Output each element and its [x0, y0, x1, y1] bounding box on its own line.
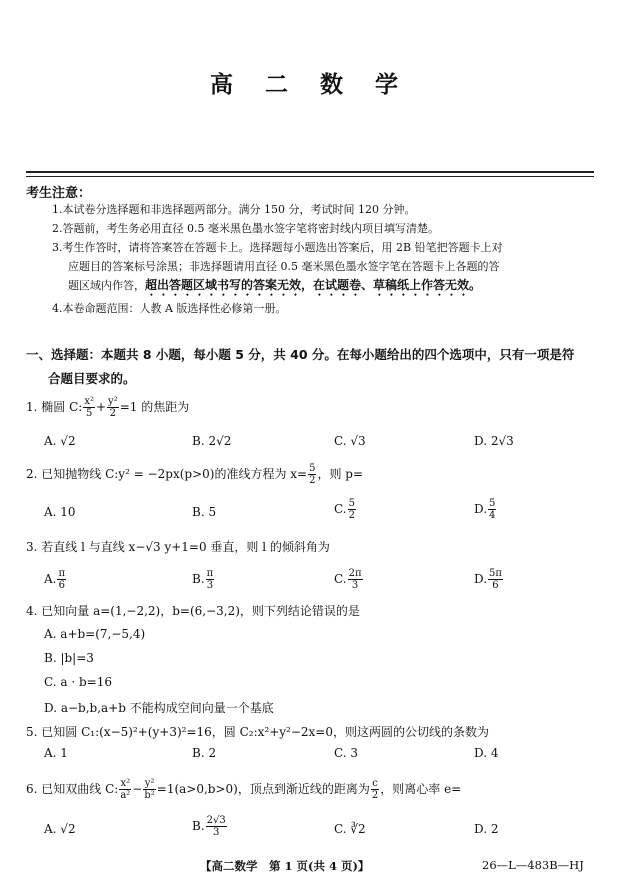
q3-option-c-den: 3 [351, 580, 359, 591]
section-line-2: 合题目要求的。 [48, 371, 136, 386]
q2-frac [308, 463, 316, 486]
q6-option-a: A. √2 [44, 822, 76, 836]
q2-frac-den: 2 [309, 475, 316, 486]
q2-stem: 2. 已知抛物线 C:y² = −2px(p>0)的准线方程为 x= [26, 467, 308, 481]
q2-option-c-num: 5 [348, 498, 355, 509]
q2-option-c-label: C. [334, 502, 347, 516]
q4-option-a: A. a+b=(7,−5,4) [44, 627, 146, 641]
section-line-1: 一、选择题：本题共 8 小题，每小题 5 分，共 40 分。在每小题给出的四个选项中，只有一项是符 [26, 347, 575, 362]
q6-option-b-frac [206, 815, 227, 838]
q6-frac-1-num: x² [120, 778, 131, 789]
q2-option-a: A. 10 [44, 505, 76, 519]
note-3b: 应题目的答案标号涂黑；非选择题请用直径 0.5 毫米黑色墨水签字笔在答题卡上各题的答 [68, 260, 500, 273]
q5-option-a: A. 1 [44, 746, 68, 760]
question-1 [26, 396, 189, 419]
q2-option-d-den: 4 [489, 510, 496, 521]
q6-frac-3 [371, 778, 379, 801]
q3-option-d [474, 568, 504, 591]
q3-option-d-label: D. [474, 572, 488, 586]
question-6 [26, 778, 461, 801]
q2-option-b: B. 5 [192, 505, 217, 519]
footer-code: 26—L—483B—HJ [482, 858, 584, 872]
q1-stem-end: =1 的焦距为 [119, 400, 190, 414]
q3-option-b-den: 3 [206, 580, 214, 591]
q3-option-a-label: A. [44, 572, 57, 586]
q4-option-c: C. a · b=16 [44, 675, 112, 689]
q6-option-b-den: 3 [213, 827, 220, 838]
q2-option-c-frac [348, 498, 356, 521]
q6-option-c: C. ∛2 [334, 822, 366, 836]
q3-option-d-num: 5π [489, 568, 502, 579]
q3-option-a-num: π [58, 568, 66, 579]
q6-frac-1-den: a² [120, 790, 131, 801]
q6-option-d: D. 2 [474, 822, 499, 836]
notes-heading: 考生注意： [26, 186, 92, 201]
q3-option-c [334, 568, 364, 591]
q6-frac-1 [119, 778, 131, 801]
q5-option-b: B. 2 [192, 746, 217, 760]
page-footer: 【高二数学 第 1 页(共 4 页)】 [200, 859, 370, 873]
question-3: 3. 若直线 l 与直线 x−√3 y+1=0 垂直，则 l 的倾斜角为 [26, 540, 330, 554]
q2-option-d-frac [488, 498, 496, 521]
q1-frac-1-den: 5 [85, 408, 93, 419]
q3-option-b [192, 568, 215, 591]
q3-option-b-label: B. [192, 572, 205, 586]
question-2 [26, 463, 363, 486]
note-1: 1.本试卷分选择题和非选择题两部分。满分 150 分，考试时间 120 分钟。 [52, 203, 416, 216]
section-heading [26, 343, 596, 391]
q1-option-d: D. 2√3 [474, 434, 514, 448]
q6-frac-3-den: 2 [371, 790, 379, 801]
q1-frac-1-num: x² [84, 396, 94, 407]
q6-minus: − [132, 782, 143, 796]
q6-frac-3-num: c [372, 778, 378, 789]
q2-option-d-num: 5 [489, 498, 496, 509]
q1-frac-1 [83, 396, 95, 419]
q2-stem-end: ，则 p= [317, 467, 364, 481]
q6-stem-end: ，则离心率 e= [380, 782, 462, 796]
q1-frac-2 [107, 396, 119, 419]
q2-option-d [474, 498, 497, 521]
q6-option-b [192, 815, 228, 838]
q6-option-b-label: B. [192, 819, 205, 833]
q3-option-c-frac [348, 568, 363, 591]
q3-option-c-num: 2π [348, 568, 362, 579]
note-4: 4.本卷命题范围：人教 A 版选择性必修第一册。 [52, 302, 287, 315]
q3-option-c-label: C. [334, 572, 347, 586]
q2-option-c-den: 2 [348, 510, 355, 521]
q3-option-a-frac [57, 568, 66, 591]
q1-frac-2-den: 2 [109, 408, 117, 419]
q4-option-d: D. a−b,b,a+b 不能构成空间向量一个基底 [44, 701, 274, 715]
q6-stem-mid: =1(a>0,b>0)，顶点到渐近线的距离为 [156, 782, 370, 796]
q6-frac-2-num: y² [144, 778, 155, 789]
q4-option-b: B. |b|=3 [44, 651, 94, 665]
q2-option-c [334, 498, 357, 521]
q6-stem: 6. 已知双曲线 C: [26, 782, 119, 796]
note-3c [68, 276, 481, 299]
header-rule-thick [26, 171, 594, 173]
q1-option-c: C. √3 [334, 434, 366, 448]
q1-option-b: B. 2√2 [192, 434, 232, 448]
question-5: 5. 已知圆 C₁:(x−5)²+(y+3)²=16，圆 C₂:x²+y²−2x=0，则这两圆的公切线的条数为 [26, 725, 489, 739]
q5-option-c: C. 3 [334, 746, 359, 760]
q2-frac-num: 5 [309, 463, 316, 474]
note-2: 2.答题前，考生务必用直径 0.5 毫米黑色墨水签字笔将密封线内项目填写清楚。 [52, 222, 439, 235]
q3-option-a [44, 568, 67, 591]
q6-frac-2-den: b² [144, 790, 155, 801]
q3-option-d-frac [488, 568, 503, 591]
q1-frac-2-num: y² [108, 396, 118, 407]
note-3c-text: 题区域内作答， [68, 279, 145, 292]
q6-option-b-num: 2√3 [206, 815, 226, 826]
q3-option-d-den: 6 [492, 580, 499, 591]
note-3a: 3.考生作答时，请将答案答在答题卡上。选择题每小题选出答案后，用 2B 铅笔把答题卡上对 [52, 241, 503, 254]
note-3c-emphasis: 超出答题区域书写的答案无效，在试题卷、草稿纸上作答无效。 [145, 278, 482, 292]
question-4: 4. 已知向量 a=(1,−2,2)，b=(6,−3,2)，则下列结论错误的是 [26, 604, 360, 618]
q3-option-b-num: π [206, 568, 214, 579]
q1-plus: + [95, 400, 107, 414]
q3-option-a-den: 6 [58, 580, 65, 591]
q3-option-b-frac [206, 568, 215, 591]
q6-frac-2 [143, 778, 155, 801]
q2-option-d-label: D. [474, 502, 488, 516]
page-title: 高 二 数 学 [209, 71, 411, 98]
q1-option-a: A. √2 [44, 434, 76, 448]
q1-stem: 1. 椭圆 C: [26, 400, 83, 414]
header-rule-thin [26, 176, 594, 177]
q5-option-d: D. 4 [474, 746, 499, 760]
